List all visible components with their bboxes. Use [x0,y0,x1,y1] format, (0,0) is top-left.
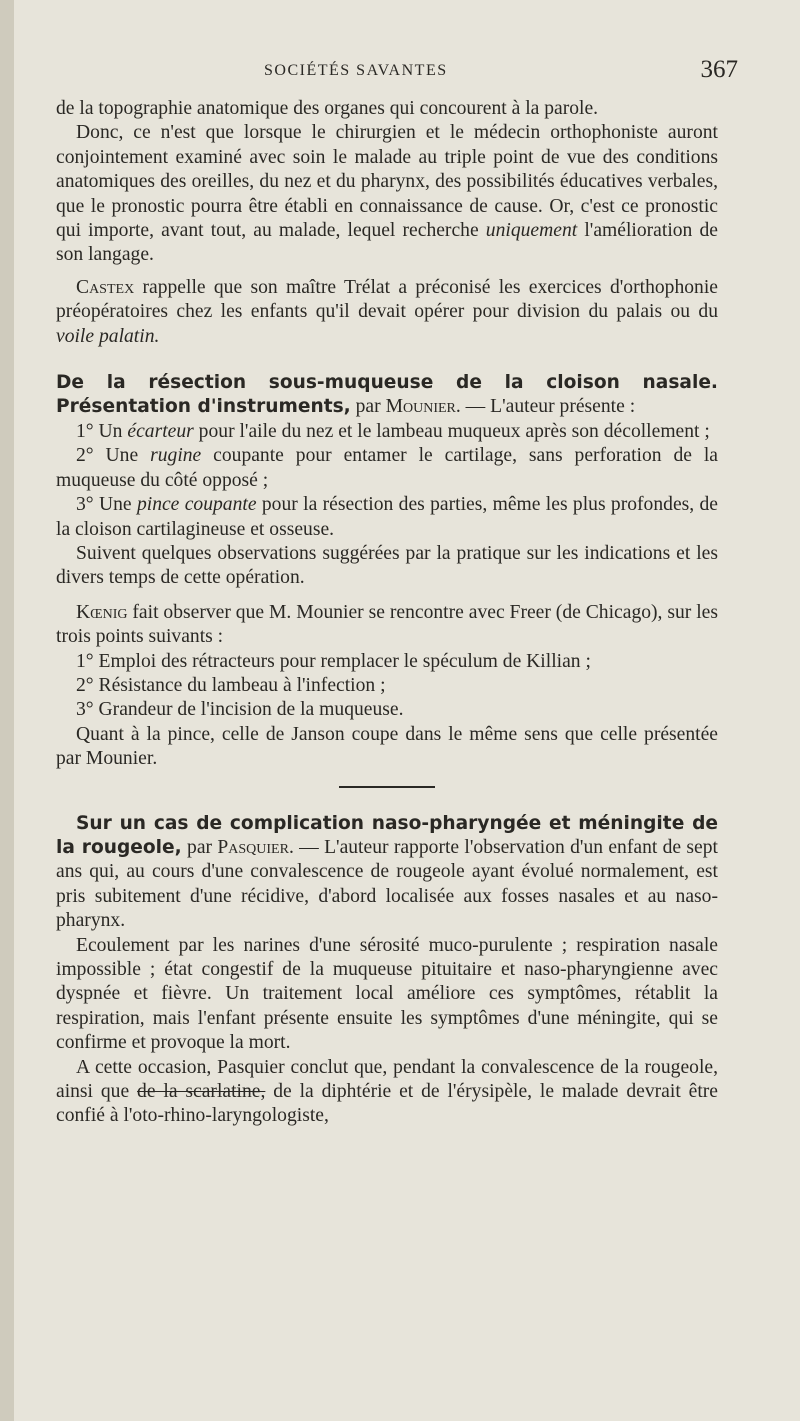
text: pour la résection des parties, même les plus profondes, de la cloison cartilagineuse et osseuse. [56,494,718,540]
paragraph: Ecoulement par les narines d'une sérosité muco-purulente ; respiration nasale impossible ; état congestif de la muqueuse pituitaire et naso-pharyngienne avec dyspnée et fièvre. Un traitement local améliore ces symptômes, rétablit la respiration, mais l'enfant présente ensuite les symptômes d'une méningite, qui se confirme et provoque la mort. [56,934,718,1054]
section-title: Sur un cas de complication naso-pharyngée et méningite de la rougeole, [56,812,718,858]
text: 1° Un [76,420,128,442]
text: l'amélioration de son langage. [56,220,718,266]
author-name: Kœnig [76,601,128,623]
text: par [181,836,218,858]
paragraph [56,121,718,267]
paragraph [56,97,718,121]
paragraph: Quant à la pince, celle de Janson coupe dans le même sens que celle présentée par Mounier. [56,723,718,770]
text: de la topographie anatomique des organes qui concourent à la parole. [56,98,599,119]
text: . — L'auteur présente : [455,396,636,418]
text: par [350,396,386,418]
author-name: Castex [76,276,135,298]
text: pour l'aile du nez et le lambeau muqueux après son décollement ; [193,420,710,442]
section-heading-paragraph [56,812,718,934]
text: coupante pour entamer le cartilage, sans perforation de la muqueuse du côté opposé ; [56,445,719,491]
text: fait observer que M. Mounier se rencontre avec Freer (de Chicago), sur les trois points suivants : [56,601,718,648]
list-item: 1° Emploi des rétracteurs pour remplacer le spéculum de Killian ; [76,650,591,672]
paragraph [56,276,718,349]
text: rappelle que son maître Trélat a préconisé les exercices d'orthophonie préopératoires chez les enfants qu'il devait opérer pour division du palais ou du [56,276,718,323]
emphasis: écarteur [127,420,194,442]
text: 3° Une [76,494,137,516]
emphasis: uniquement [485,220,578,242]
author-name: Mounier [385,396,456,418]
page-body [56,97,718,1129]
text: 2° Une [76,445,151,467]
page [14,0,800,1421]
text: A cette occasion, Pasquier conclut que, pendant la convalescence de la rougeole, ainsi que [56,1056,718,1103]
page-header [14,56,800,92]
text: de la diphtérie et de l'érysipèle, le malade devrait être confié à l'oto-rhino-laryngologiste, [56,1081,718,1127]
section-heading-paragraph [56,371,718,420]
paragraph [56,1056,718,1129]
text: Donc, ce n'est que lorsque le chirurgien et le médecin orthophoniste auront conjointement examiné avec soin le malade au triple point de vue des conditions anatomiques des oreilles, du nez et du pharynx, des possibilités éducatives verbales, que le pronostic pourra être établi en connaissance de cause. Or, c'est ce pronostic qui importe, avant tout, au malade, lequel recherche [56,122,718,242]
emphasis: rugine [150,445,202,467]
list-item [56,444,718,493]
struck-text: de la scarlatine, [137,1081,266,1103]
list-item [56,493,718,542]
paragraph: Suivent quelques observations suggérées par la pratique sur les indications et les divers temps de cette opération. [56,542,718,589]
list-item: 3° Grandeur de l'incision de la muqueuse. [76,699,404,721]
text: . — L'auteur rapporte l'observation d'un enfant de sept ans qui, au cours d'une convalescence de rougeole ayant évolué normalement, est pris subitement d'une récidive, d'abord localisée aux fosses nasales et au naso-pharynx. [56,836,718,932]
page-number: 367 [700,56,738,83]
emphasis: voile palatin. [56,325,160,347]
paragraph [56,601,718,650]
running-title: SOCIÉTÉS SAVANTES [264,62,448,79]
list-item [56,420,718,444]
emphasis: pince coupante [136,494,257,516]
author-name: Pasquier [217,836,289,858]
section-title: De la résection sous-muqueuse de la cloison nasale. Présentation d'instruments, [56,372,718,418]
list-item: 2° Résistance du lambeau à l'infection ; [76,674,386,696]
